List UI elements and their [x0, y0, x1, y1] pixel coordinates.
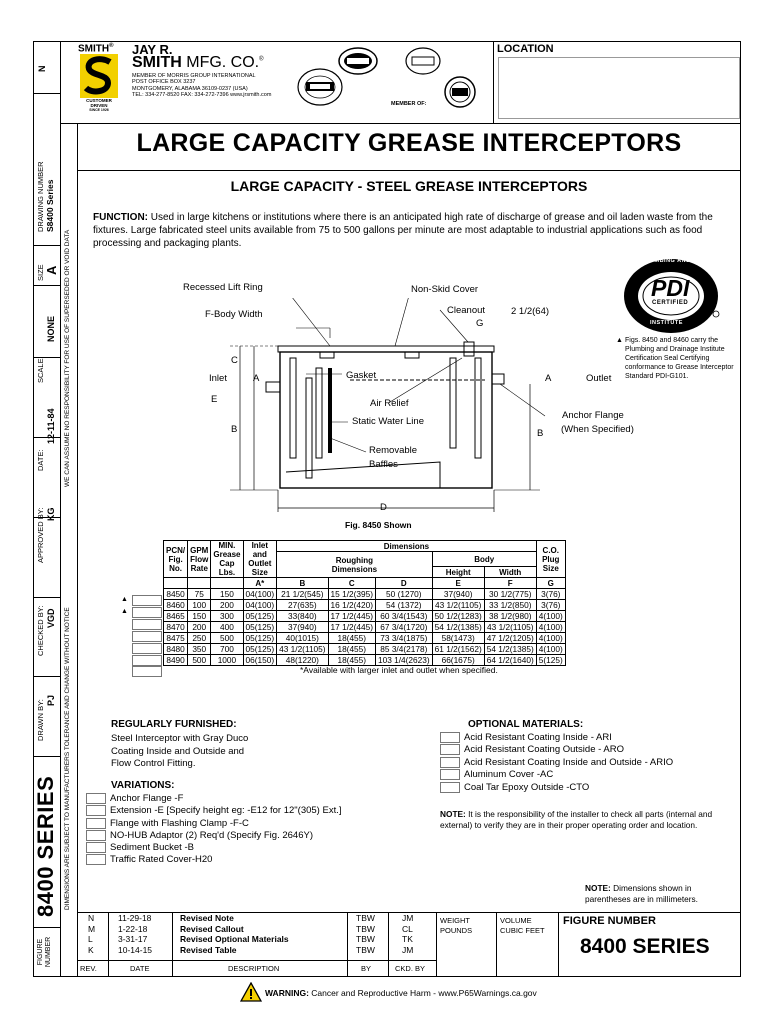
label-baffles: Baffles [369, 459, 398, 470]
revision-by: TBW [356, 913, 375, 923]
dimensions-table: PCN/ Fig. No. GPM Flow Rate MIN. Grease Cap Lbs. Inlet and Outlet Size Dimensions C.O. Plug Size Roughing Dimensions Body Height Width A* B C D E F G 8450 75 150 04(100) 21 1/2(545) 15 1/2(395) 50 (1270) 37(940) 30 1/2(775) 3(76) 8460 100 200 04(100) 27(635) 16 1/2(420) 54 (1372) 43 1/2(1105) 33 1/2(850) 3(76) 8465 150 300 05(125) 33(840) 17 1/2(445) 60 3/4(1543) 50 1/2(1283) 38 1/2(980) 4(100) 8470 200 400 05(125) 37(940) 17 1/2(445) 67 3/4(1720) 54 1/2(1385) 43 1/2(1105) 4(100) 8475 250 500 05(125) 40(1015) 18(455) 73 3/4(1875) 58(1473) 47 1/2(1205) 4(100) 8480 350 700 05(125) 43 1/2(1105) 18(455) 85 3/4(2178) 61 1/2(1562) 54 1/2(1385) 4(100) 8490 500 1000 06(150) 48(1220) 18(455) 103 1/4(2623) 66(1675) 64 1/2(1640) 5(125) [163, 540, 566, 666]
label-outlet: Outlet [586, 373, 612, 384]
revision-ckd: CL [402, 923, 413, 934]
cell-g: 4(100) [536, 622, 565, 633]
disclaimer-divider [77, 123, 78, 977]
warning-text: WARNING: Cancer and Reproductive Harm - www.P65Warnings.ca.gov [265, 988, 537, 998]
cell-d: 67 3/4(1720) [375, 622, 432, 633]
label-a-left: A [253, 373, 260, 384]
cell-d: 60 3/4(1543) [375, 611, 432, 622]
figure-number-value: 8400 SERIES [580, 935, 710, 958]
optional-checkbox[interactable] [440, 732, 460, 743]
cell-e: 61 1/2(1562) [432, 644, 484, 655]
checked-value: VGD [46, 608, 56, 628]
pdi-seal-certified: CERTIFIED [652, 300, 689, 306]
revision-desc: Revised Callout [180, 923, 244, 934]
table-row [164, 644, 566, 655]
col-co: C.O. Plug Size [536, 541, 565, 578]
cell-c: 18(455) [328, 633, 375, 644]
pdi-outline-logo-icon [405, 46, 441, 76]
label-non-skid-cover: Non-Skid Cover [411, 284, 479, 295]
date-value: 12-11-84 [46, 408, 56, 444]
optional-checkbox[interactable] [440, 782, 460, 793]
revision-ckd: TK [402, 934, 413, 944]
sidebar-rev-letter: N [37, 65, 47, 72]
col-grease: MIN. Grease Cap Lbs. [211, 541, 243, 578]
optional-checkbox[interactable] [440, 769, 460, 780]
function-paragraph: FUNCTION: Used in large kitchens or institutions where there is an anticipated high rate of discharge of grease and oil laden waste from the fixtures. Large fabricated steel units available from 75 to 500 gallons per minute are most adaptable to industrial applications such as food processing and packaging plants. [93, 212, 713, 249]
optional-checkbox[interactable] [440, 744, 460, 755]
row-checkbox[interactable] [132, 619, 162, 630]
cell-f: 33 1/2(850) [484, 600, 536, 611]
row-checkbox[interactable] [132, 666, 162, 677]
row-checkbox[interactable] [132, 655, 162, 666]
row-checkbox[interactable] [132, 631, 162, 642]
approved-value: KG [46, 507, 56, 521]
variation-checkbox[interactable] [86, 854, 106, 865]
variation-item [86, 793, 342, 805]
cell-fig: 8470 [164, 622, 188, 633]
label-anchor-flange: Anchor Flange [562, 410, 624, 421]
optional-item [440, 769, 673, 781]
cell-e: 66(1675) [432, 655, 484, 666]
drawn-value: PJ [46, 694, 56, 706]
label-g: G [476, 318, 484, 329]
col-inlet: Inlet and Outlet Size [243, 541, 277, 578]
col-body: Body [432, 552, 536, 567]
brand-smith: SMITH® [78, 43, 114, 55]
label-a-right: A [545, 373, 552, 384]
location-label: LOCATION [497, 43, 554, 55]
label-e: E [211, 394, 218, 405]
cell-b: 43 1/2(1105) [277, 644, 328, 655]
variations-list [86, 793, 342, 867]
cell-g: 4(100) [536, 644, 565, 655]
cell-a: 06(150) [243, 655, 277, 666]
sidebar-divider [60, 41, 61, 977]
cell-gpm: 100 [188, 600, 211, 611]
millimeter-note: NOTE: Dimensions shown in parentheses are in millimeters. [585, 883, 698, 904]
variation-label: Sediment Bucket -B [110, 842, 194, 854]
cell-a: 05(125) [243, 633, 277, 644]
company-name-line1: JAY R. [132, 42, 173, 57]
cell-d: 103 1/4(2623) [375, 655, 432, 666]
table-row [164, 600, 566, 611]
cell-f: 47 1/2(1205) [484, 633, 536, 644]
checked-label: CHECKED BY: [36, 605, 45, 656]
cell-c: 18(455) [328, 644, 375, 655]
disclaimer-tolerance: DIMENSIONS ARE SUBJECT TO MANUFACTURERS TOLERANCE AND CHANGE WITHOUT NOTICE [64, 607, 71, 910]
variation-checkbox[interactable] [86, 793, 106, 804]
pdi-seal-letters: PDI [651, 275, 690, 301]
optional-item [440, 744, 673, 756]
weight-cell: WEIGHT POUNDS [440, 916, 473, 935]
optional-label: Acid Resistant Coating Inside - ARI [464, 732, 612, 744]
drawing-number-value: S8400 Series [45, 179, 55, 232]
label-when-specified: (When Specified) [561, 424, 634, 435]
cell-a: 05(125) [243, 644, 277, 655]
pdi-seal-top-text: PLUMBING AND DRAINAGE [642, 258, 726, 264]
cell-fig: 8450 [164, 589, 188, 600]
cell-fig: 8475 [164, 633, 188, 644]
cell-a: 05(125) [243, 622, 277, 633]
cell-f: 38 1/2(980) [484, 611, 536, 622]
rev-footer-description: DESCRIPTION [228, 964, 280, 973]
optional-label: Acid Resistant Coating Inside and Outside - ARIO [464, 756, 674, 768]
cell-lbs: 200 [211, 600, 243, 611]
optional-label: Coal Tar Epoxy Outside -CTO [464, 781, 590, 793]
cell-gpm: 350 [188, 644, 211, 655]
revision-date: 10-14-15 [118, 944, 153, 955]
table-row [164, 611, 566, 622]
revision-date: 3-31-17 [118, 934, 148, 944]
col-dimensions: Dimensions [277, 541, 537, 552]
variation-label: Flange with Flashing Clamp -F-C [110, 817, 249, 829]
revision-rev: L [88, 934, 93, 944]
table-row [164, 589, 566, 600]
cell-gpm: 150 [188, 611, 211, 622]
furnished-heading: REGULARLY FURNISHED: [111, 719, 237, 730]
rev-footer-ckd: CKD. BY [395, 964, 426, 973]
cell-g: 3(76) [536, 600, 565, 611]
label-b-left: B [231, 424, 238, 435]
label-d: D [380, 502, 387, 513]
pdi-note: Figs. 8450 and 8460 carry the Plumbing and Drainage Institute Certification Seal Certifying conformance to Grease Interceptor Standard PDI-G101. [625, 337, 734, 380]
sidebar-series-title: 8400 SERIES [33, 775, 58, 917]
revision-by: TBW [356, 923, 375, 934]
revision-desc: Revised Optional Materials [180, 934, 289, 944]
label-c: C [231, 355, 238, 366]
variation-item [86, 842, 342, 854]
row-checkbox[interactable] [132, 607, 162, 618]
page-title: LARGE CAPACITY GREASE INTERCEPTORS [136, 129, 682, 157]
cell-g: 4(100) [536, 611, 565, 622]
cell-c: 18(455) [328, 655, 375, 666]
optional-list [440, 732, 673, 794]
scale-label: SCALE: [36, 356, 45, 383]
asse-logo-icon [440, 75, 480, 109]
label-removable: Removable [369, 445, 418, 456]
variation-checkbox[interactable] [86, 805, 106, 816]
header-bottom-rule [60, 123, 741, 124]
size-value: A [44, 265, 59, 275]
variation-item [86, 854, 342, 866]
cell-e: 54 1/2(1385) [432, 622, 484, 633]
col-height: Height [432, 567, 484, 578]
revision-rev: M [88, 923, 96, 934]
page-subtitle: LARGE CAPACITY - STEEL GREASE INTERCEPTORS [230, 178, 588, 194]
cell-fig: 8490 [164, 655, 188, 666]
installer-note: NOTE: It is the responsibility of the installer to check all parts (internal and external) to verify they are in their proper operating order and location. [440, 809, 713, 830]
cell-b: 37(940) [277, 622, 328, 633]
cell-e: 43 1/2(1105) [432, 600, 484, 611]
date-label: DATE: [36, 449, 45, 471]
revision-by: TBW [356, 944, 375, 955]
cell-f: 30 1/2(775) [484, 589, 536, 600]
cell-gpm: 200 [188, 622, 211, 633]
rev-footer-rev: REV. [80, 964, 97, 973]
cell-f: 54 1/2(1385) [484, 644, 536, 655]
cell-c: 16 1/2(420) [328, 600, 375, 611]
variation-label: Anchor Flange -F [110, 793, 184, 805]
cell-lbs: 300 [211, 611, 243, 622]
company-info: MEMBER OF MORRIS GROUP INTERNATIONAL POST OFFICE BOX 3237 MONTGOMERY, ALABAMA 36109-0237 (USA) TEL: 334-277-8520 FAX: 334-272-7396 www.jrsmith.com [132, 73, 272, 98]
label-static-water-line: Static Water Line [352, 416, 424, 427]
pdi-row-marker: ▲ [121, 596, 128, 603]
revision-date: 11-29-18 [118, 913, 152, 923]
row-checkbox[interactable] [132, 595, 162, 606]
smith-logo-icon [80, 54, 118, 98]
cell-gpm: 75 [188, 589, 211, 600]
title-bottom-rule [77, 170, 741, 171]
furnished-text: Steel Interceptor with Gray Duco Coating Inside and Outside and Flow Control Fitting. [111, 733, 249, 769]
label-air-relief: Air Relief [370, 398, 409, 409]
figure-number-label: FIGURE NUMBER [563, 915, 656, 927]
variation-item [86, 818, 342, 830]
label-two-and-half: 2 1/2(64) [511, 306, 550, 317]
cell-c: 17 1/2(445) [328, 622, 375, 633]
optional-item [440, 757, 673, 769]
cell-lbs: 700 [211, 644, 243, 655]
cell-lbs: 400 [211, 622, 243, 633]
cell-a: 04(100) [243, 589, 277, 600]
variation-checkbox[interactable] [86, 842, 106, 853]
cell-c: 15 1/2(395) [328, 589, 375, 600]
diagram-caption: Fig. 8450 Shown [345, 520, 412, 530]
cell-b: 27(635) [277, 600, 328, 611]
cell-g: 4(100) [536, 633, 565, 644]
variation-checkbox[interactable] [86, 830, 106, 841]
optional-checkbox[interactable] [440, 757, 460, 768]
optional-item [440, 732, 673, 744]
table-row [164, 655, 566, 666]
revision-desc: Revised Table [180, 944, 237, 955]
cell-f: 43 1/2(1105) [484, 622, 536, 633]
variation-item [86, 805, 342, 817]
logo-tagline: CUSTOMER DRIVEN SINCE 1926 [86, 98, 112, 112]
cell-a: 05(125) [243, 611, 277, 622]
revision-ckd: JM [402, 944, 414, 955]
rev-footer-by: BY [361, 964, 372, 973]
cell-lbs: 1000 [211, 655, 243, 666]
pdi-small-logo-icon [338, 47, 378, 75]
variation-label: Extension -E [Specify height eg: -E12 for 12"(305) Ext.] [110, 805, 342, 817]
label-gasket: Gasket [346, 370, 377, 381]
scale-value: NONE [46, 315, 56, 342]
cell-lbs: 150 [211, 589, 243, 600]
variation-checkbox[interactable] [86, 818, 106, 829]
cell-f: 64 1/2(1640) [484, 655, 536, 666]
disclaimer-superseded: WE CAN ASSUME NO RESPONSIBILITY FOR USE OF SUPERSEDED OR VOID DATA [64, 229, 71, 487]
revision-ckd: JM [402, 913, 414, 923]
cell-d: 50 (1270) [375, 589, 432, 600]
cell-fig: 8465 [164, 611, 188, 622]
rev-footer-rule [77, 960, 436, 961]
location-divider [493, 41, 494, 123]
cell-e: 37(940) [432, 589, 484, 600]
location-field[interactable] [498, 57, 740, 119]
cell-d: 54 (1372) [375, 600, 432, 611]
cell-lbs: 500 [211, 633, 243, 644]
cell-e: 50 1/2(1283) [432, 611, 484, 622]
col-width: Width [484, 567, 536, 578]
variation-item [86, 830, 342, 842]
cell-gpm: 250 [188, 633, 211, 644]
row-checkbox[interactable] [132, 643, 162, 654]
variation-label: Traffic Rated Cover-H20 [110, 854, 213, 866]
interceptor-diagram [200, 298, 560, 520]
variations-heading: VARIATIONS: [111, 780, 175, 791]
aspe-logo-icon [296, 66, 344, 108]
cell-b: 21 1/2(545) [277, 589, 328, 600]
revision-rev: K [88, 944, 94, 955]
cell-g: 3(76) [536, 589, 565, 600]
revision-desc: Revised Note [180, 913, 234, 923]
table-row [164, 622, 566, 633]
revision-date: 1-22-18 [118, 923, 148, 934]
sidebar-figure-number-label: FIGURE NUMBER [37, 936, 52, 968]
revision-rev: N [88, 913, 95, 923]
table-footnote: *Available with larger inlet and outlet when specified. [300, 665, 498, 675]
volume-cell: VOLUME CUBIC FEET [500, 916, 545, 935]
col-gpm: GPM Flow Rate [188, 541, 211, 578]
cell-a: 04(100) [243, 600, 277, 611]
cell-b: 48(1220) [277, 655, 328, 666]
drawn-label: DRAWN BY: [36, 699, 45, 741]
pdi-seal-bottom-text: INSTITUTE [650, 320, 683, 326]
cell-e: 58(1473) [432, 633, 484, 644]
member-of-label: MEMBER OF: [391, 101, 427, 107]
cell-d: 85 3/4(2178) [375, 644, 432, 655]
drawing-number-label: DRAWING NUMBER [36, 161, 45, 232]
cell-c: 17 1/2(445) [328, 611, 375, 622]
pdi-note-marker: ▲ [616, 337, 623, 344]
label-inlet: Inlet [209, 373, 227, 384]
cell-fig: 8460 [164, 600, 188, 611]
label-recessed-lift-ring: Recessed Lift Ring [183, 282, 263, 293]
cell-b: 40(1015) [277, 633, 328, 644]
cell-fig: 8480 [164, 644, 188, 655]
optional-item [440, 782, 673, 794]
col-pcn: PCN/ Fig. No. [164, 541, 188, 578]
approved-label: APPROVED BY: [36, 507, 45, 563]
table-row [164, 633, 566, 644]
optional-label: Aluminum Cover -AC [464, 769, 554, 781]
warning-triangle-icon [240, 982, 262, 1002]
rev-footer-date: DATE [130, 964, 150, 973]
label-b-right: B [537, 428, 544, 439]
cell-gpm: 500 [188, 655, 211, 666]
size-label: SIZE [36, 264, 45, 281]
cell-b: 33(840) [277, 611, 328, 622]
col-roughing: Roughing Dimensions [277, 552, 433, 578]
cell-g: 5(125) [536, 655, 565, 666]
optional-heading: OPTIONAL MATERIALS: [468, 719, 584, 730]
label-f-body-width: F-Body Width [205, 309, 263, 320]
label-cleanout: Cleanout [447, 305, 486, 316]
cell-d: 73 3/4(1875) [375, 633, 432, 644]
variation-label: NO-HUB Adaptor (2) Req'd (Specify Fig. 2646Y) [110, 829, 313, 841]
optional-label: Acid Resistant Coating Outside - ARO [464, 744, 624, 756]
revision-by: TBW [356, 934, 375, 944]
company-name-line2: SMITH MFG. CO.® [132, 54, 264, 71]
pdi-row-marker: ▲ [121, 607, 128, 615]
